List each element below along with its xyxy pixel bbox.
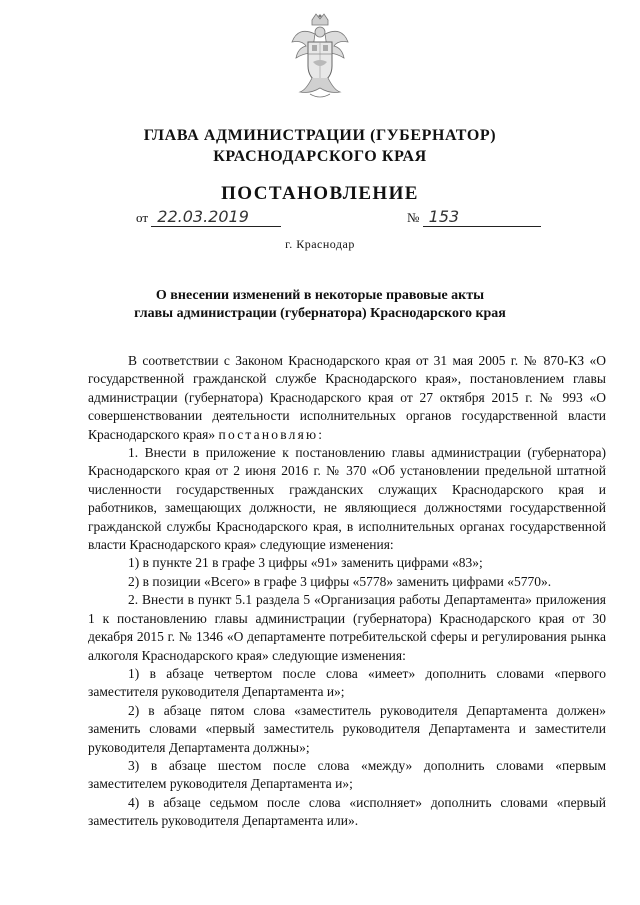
number-prefix: № (407, 210, 420, 225)
document-body (88, 352, 606, 831)
city-label: г. Краснодар (285, 237, 355, 251)
paragraph-2-item-2: 2) в абзаце пятом слова «заместитель руководителя Департамента должен» заменить словами «первый заместитель руководителя Департамента и заместители руководителя Департамента должны»; (88, 702, 606, 755)
authority-title-line1: ГЛАВА АДМИНИСТРАЦИИ (ГУБЕРНАТОР) (143, 127, 497, 144)
document-date (136, 209, 281, 227)
document-title-line1: О внесении изменений в некоторые правовые акты (155, 288, 485, 303)
date-value: 22.03.2019 (151, 209, 281, 227)
intro-paragraph (88, 352, 606, 444)
date-prefix: от (136, 210, 149, 225)
document-type-title: ПОСТАНОВЛЕНИЕ (221, 183, 419, 204)
paragraph-2-item-1: 1) в абзаце четвертом после слова «имеет» дополнить словами «первого заместителя руководителя Департамента и»; (88, 665, 606, 700)
document-title-line2: главы администрации (губернатора) Краснодарского края (134, 306, 506, 321)
paragraph-2: 2. Внести в пункт 5.1 раздела 5 «Организация работы Департамента» приложения 1 к постановлению главы администрации (губернатора) Краснодарского края от 30 декабря 2015 г. № 1346 «О департаменте потребительской сферы и регулирования рынка алкоголя Краснодарского края» следующие изменения: (88, 592, 606, 663)
authority-title-line2: КРАСНОДАРСКОГО КРАЯ (213, 148, 427, 165)
paragraph-1: 1. Внести в приложение к постановлению главы администрации (губернатора) Краснодарского края от 2 июня 2016 г. № 370 «Об установлении предельной штатной численности государственных гражданских служащих Краснодарского края и работников, замещающих должности, не являющиеся должностями государственной гражданской службы Краснодарского края, в исполнительных органах государственной власти Краснодарского края» следующие изменения: (88, 445, 606, 553)
number-value: 153 (423, 209, 541, 227)
intro-text: В соответствии с Законом Краснодарского края от 31 мая 2005 г. № 870-КЗ «О государственной гражданской службе Краснодарского края», постановлением главы администрации (губернатора) Краснодарского края от 27 октября 2015 г. № 993 «О совершенствовании деятельности исполнительных органов государственной власти Краснодарского края» (88, 353, 606, 442)
paragraph-2-item-3: 3) в абзаце шестом после слова «между» дополнить словами «первым заместителем руководителя Департамента и»; (88, 757, 606, 792)
paragraph-2-item-4: 4) в абзаце седьмом после слова «исполняет» дополнить словами «первый заместитель руководителя Департамента или». (88, 794, 606, 829)
coat-of-arms-emblem (288, 12, 352, 102)
paragraph-1-item-1: 1) в пункте 21 в графе 3 цифры «91» заменить цифрами «83»; (128, 555, 483, 571)
intro-keyword: постановляю: (218, 426, 325, 442)
paragraph-1-item-2: 2) в позиции «Всего» в графе 3 цифры «5778» заменить цифрами «5770». (128, 573, 552, 589)
document-number (407, 209, 541, 227)
